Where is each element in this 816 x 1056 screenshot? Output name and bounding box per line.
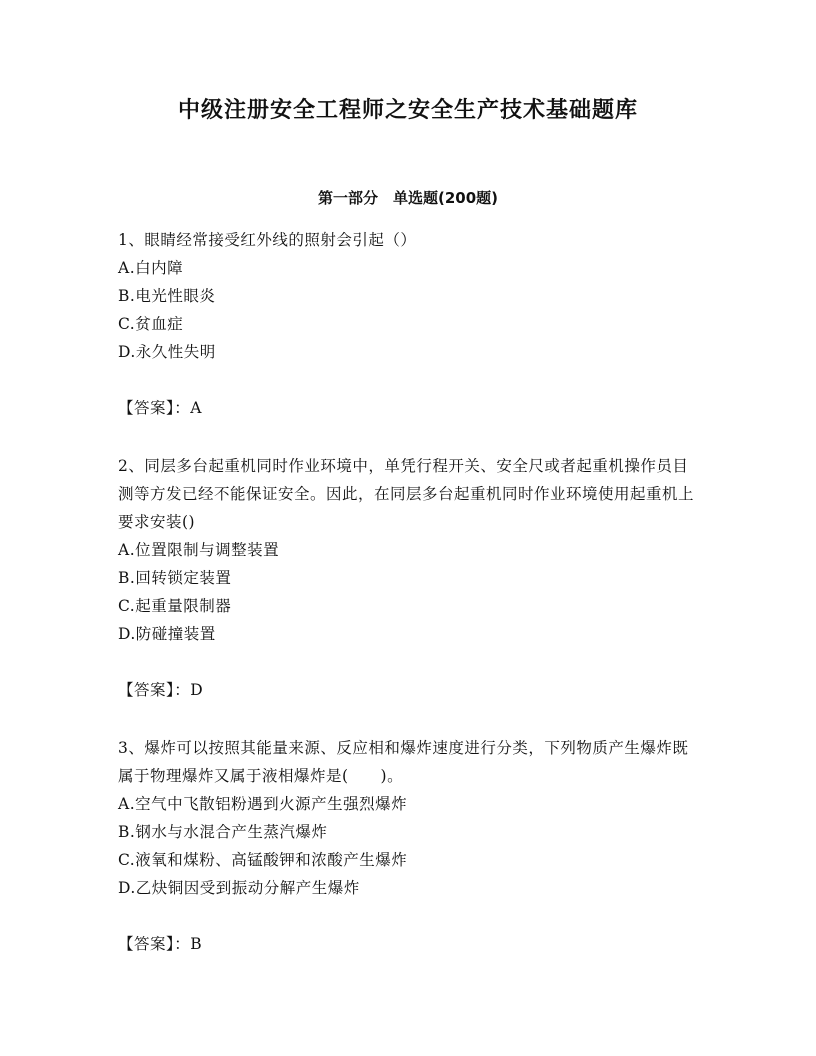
option-a: A.位置限制与调整装置: [118, 541, 280, 559]
answer-label: 【答案】：D: [118, 681, 204, 699]
question-item: [118, 734, 698, 958]
option-a: A.空气中飞散铝粉遇到火源产生强烈爆炸: [118, 795, 408, 813]
option-c: C.贫血症: [118, 315, 184, 333]
document-title: 中级注册安全工程师之安全生产技术基础题库: [177, 98, 638, 123]
question-text: 1、眼睛经常接受红外线的照射会引起（）: [118, 231, 417, 249]
option-b: B.回转锁定装置: [118, 569, 232, 587]
option-d: D.乙炔铜因受到振动分解产生爆炸: [118, 879, 360, 897]
option-c: C.液氧和煤粉、高锰酸钾和浓酸产生爆炸: [118, 851, 408, 869]
option-b: B.钢水与水混合产生蒸汽爆炸: [118, 823, 328, 841]
section-heading: 第一部分 单选题(200题): [317, 189, 499, 207]
option-d: D.防碰撞装置: [118, 625, 216, 643]
question-item: [118, 226, 698, 422]
answer-label: 【答案】：A: [118, 399, 202, 417]
option-c: C.起重量限制器: [118, 597, 232, 615]
question-list: [118, 226, 698, 988]
question-text: 3、爆炸可以按照其能量来源、反应相和爆炸速度进行分类，下列物质产生爆炸既属于物理爆炸又属于液相爆炸是( )。: [118, 739, 689, 785]
question-text: 2、同层多台起重机同时作业环境中，单凭行程开关、安全尺或者起重机操作员目测等方发已经不能保证安全。因此，在同层多台起重机同时作业环境使用起重机上要求安装(): [118, 457, 695, 531]
option-a: A.白内障: [118, 259, 184, 277]
question-item: [118, 452, 698, 704]
option-b: B.电光性眼炎: [118, 287, 216, 305]
option-d: D.永久性失明: [118, 343, 216, 361]
answer-label: 【答案】：B: [118, 935, 203, 953]
